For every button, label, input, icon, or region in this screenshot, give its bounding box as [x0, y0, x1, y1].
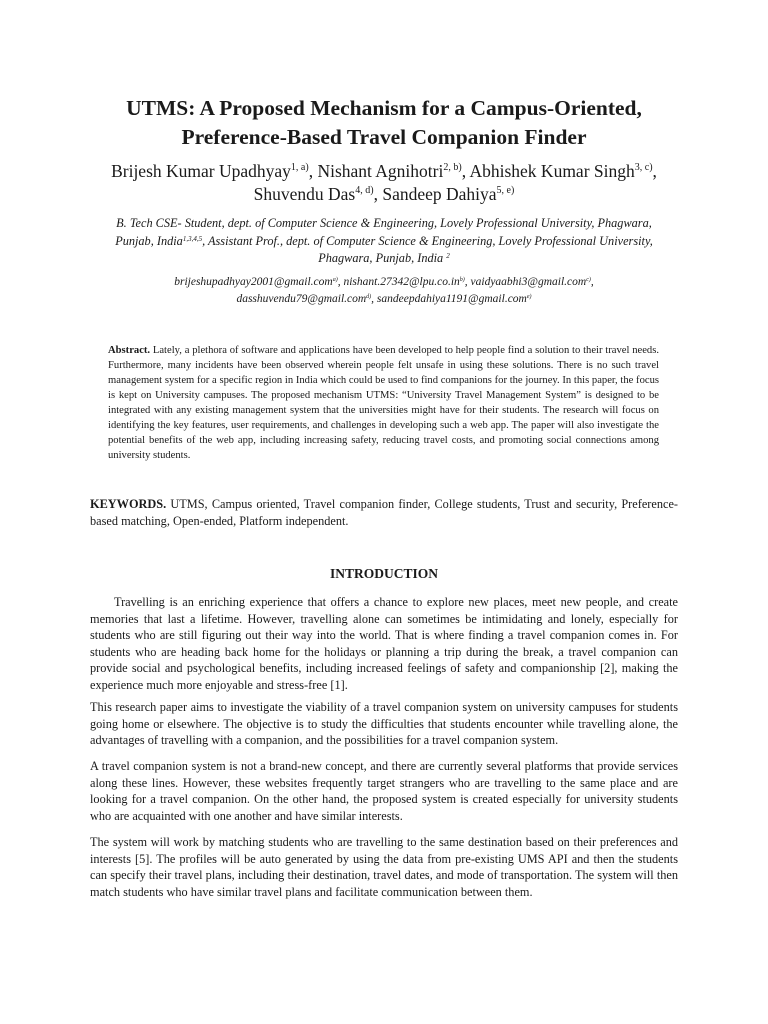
author-affil-marker: 5, e): [496, 185, 515, 196]
email-address: dasshuvendu79@gmail.com: [236, 293, 367, 305]
affiliation-text: Punjab, India: [115, 233, 183, 248]
email-line-2: [100, 291, 668, 308]
email-marker: e): [526, 294, 532, 300]
author-name: Sandeep Dahiya: [382, 184, 497, 204]
email-marker: d): [366, 294, 372, 300]
author-affil-marker: 4, d): [355, 185, 374, 196]
affiliation-text: Phagwara, Punjab, India: [318, 251, 444, 265]
email-block: [100, 274, 668, 308]
email-line-1: [100, 274, 668, 291]
affiliation-line-1: B. Tech CSE- Student, dept. of Computer Science & Engineering, Lovely Professional University, Phagwara,: [116, 216, 652, 230]
author-line-1: [60, 160, 708, 183]
author-separator: ,: [373, 184, 383, 204]
email-marker: c): [586, 277, 591, 283]
author-name: Shuvendu Das: [253, 184, 356, 204]
paper-title: [60, 94, 708, 152]
affiliation-text: , Assistant Prof., dept. of Computer Science & Engineering, Lovely Professional University,: [202, 233, 653, 248]
author-name: Nishant Agnihotri: [317, 161, 444, 181]
email-separator: ,: [464, 276, 471, 288]
title-line-2: Preference-Based Travel Companion Finder: [181, 125, 587, 149]
author-affil-marker: 3, c): [634, 162, 653, 173]
email-marker: a): [332, 277, 338, 283]
title-line-1: UTMS: A Proposed Mechanism for a Campus-Oriented,: [126, 96, 642, 120]
author-affil-marker: 1, a): [290, 162, 309, 173]
affiliation-line-3: [100, 250, 668, 268]
abstract: [108, 343, 659, 463]
author-list: [60, 160, 708, 206]
keywords: [90, 496, 678, 530]
author-name: Brijesh Kumar Upadhyay: [111, 161, 291, 181]
keywords-label: KEYWORDS.: [90, 497, 167, 511]
email-address: brijeshupadhyay2001@gmail.com: [174, 276, 333, 288]
abstract-text: Lately, a plethora of software and applications have been developed to help people find a solution to their travel needs. Furthermore, many incidents have been observed wherein people felt unsafe in using these solutions. There is no such travel management system for a specific region in India which could be used to find companions for the journey. In this paper, the focus is kept on University campuses. The proposed mechanism UTMS: “University Travel Management System” is designed to be integrated with any existing management system that the universities might have for their students. The research will focus on identifying the key features, user requirements, and challenges in developing such a web app. The paper will also investigate the potential benefits of the web app, including increasing safety, reducing travel costs, and promoting social connections among university students.: [108, 345, 659, 461]
email-separator: ,: [371, 293, 377, 305]
abstract-label: Abstract.: [108, 345, 151, 356]
author-line-2: [60, 183, 708, 206]
email-marker: b): [459, 277, 465, 283]
email-address: nishant.27342@lpu.co.in: [343, 276, 460, 288]
email-separator: ,: [590, 276, 594, 288]
email-address: sandeepdahiya1191@gmail.com: [376, 293, 527, 305]
intro-paragraph-4: The system will work by matching students who are travelling to the same destination based on their preferences and interests [5]. The profiles will be auto generated by using the data from pre-existing UMS API and then the students can specify their travel plans, including their destination, travel dates, and mode of transportation. The system will then match students who have similar travel plans and facilitate communication between them.: [90, 835, 678, 899]
affiliation-marker: 2: [446, 252, 450, 260]
affiliation-line-2: [100, 233, 668, 251]
intro-paragraph-2: This research paper aims to investigate the viability of a travel companion system on university campuses for students going home or elsewhere. The objective is to study the difficulties that students encounter while travelling alone, the advantages of travelling with a companion, and the possibilities for a travel companion system.: [90, 700, 678, 748]
email-address: vaidyaabhi3@gmail.com: [470, 276, 587, 288]
author-affil-marker: 2, b): [443, 162, 462, 173]
author-separator: ,: [461, 161, 470, 181]
email-separator: ,: [337, 276, 344, 288]
author-separator: ,: [308, 161, 318, 181]
keywords-text: UTMS, Campus oriented, Travel companion finder, College students, Trust and security, Preference-based matching, Open-ended, Platform independent.: [90, 497, 678, 528]
author-separator: ,: [652, 161, 657, 181]
section-heading-introduction: INTRODUCTION: [329, 566, 438, 581]
intro-paragraph-3: A travel companion system is not a brand-new concept, and there are currently several platforms that provide services along these lines. However, these websites frequently target strangers who are travelling to the same place and are looking for a travel companion. On the other hand, the proposed system is created especially for university students who are acquainted with one another and have similar interests.: [90, 759, 678, 823]
author-name: Abhishek Kumar Singh: [469, 161, 635, 181]
intro-paragraph-1: Travelling is an enriching experience that offers a chance to explore new places, meet new people, and create memories that last a lifetime. However, travelling alone can sometimes be intimidating and lonely, especially for students who are still figuring out their way into the world. That is where finding a travel companion comes in. For students who are heading back home for the holidays or planning a trip during the break, a travel companion can provide social and psychological benefits, including increased feelings of safety and companionship [2], making the experience much more enjoyable and stress-free [1].: [90, 595, 678, 692]
affiliation-marker: 1,3,4,5: [182, 234, 203, 243]
affiliation-block: [100, 215, 668, 268]
